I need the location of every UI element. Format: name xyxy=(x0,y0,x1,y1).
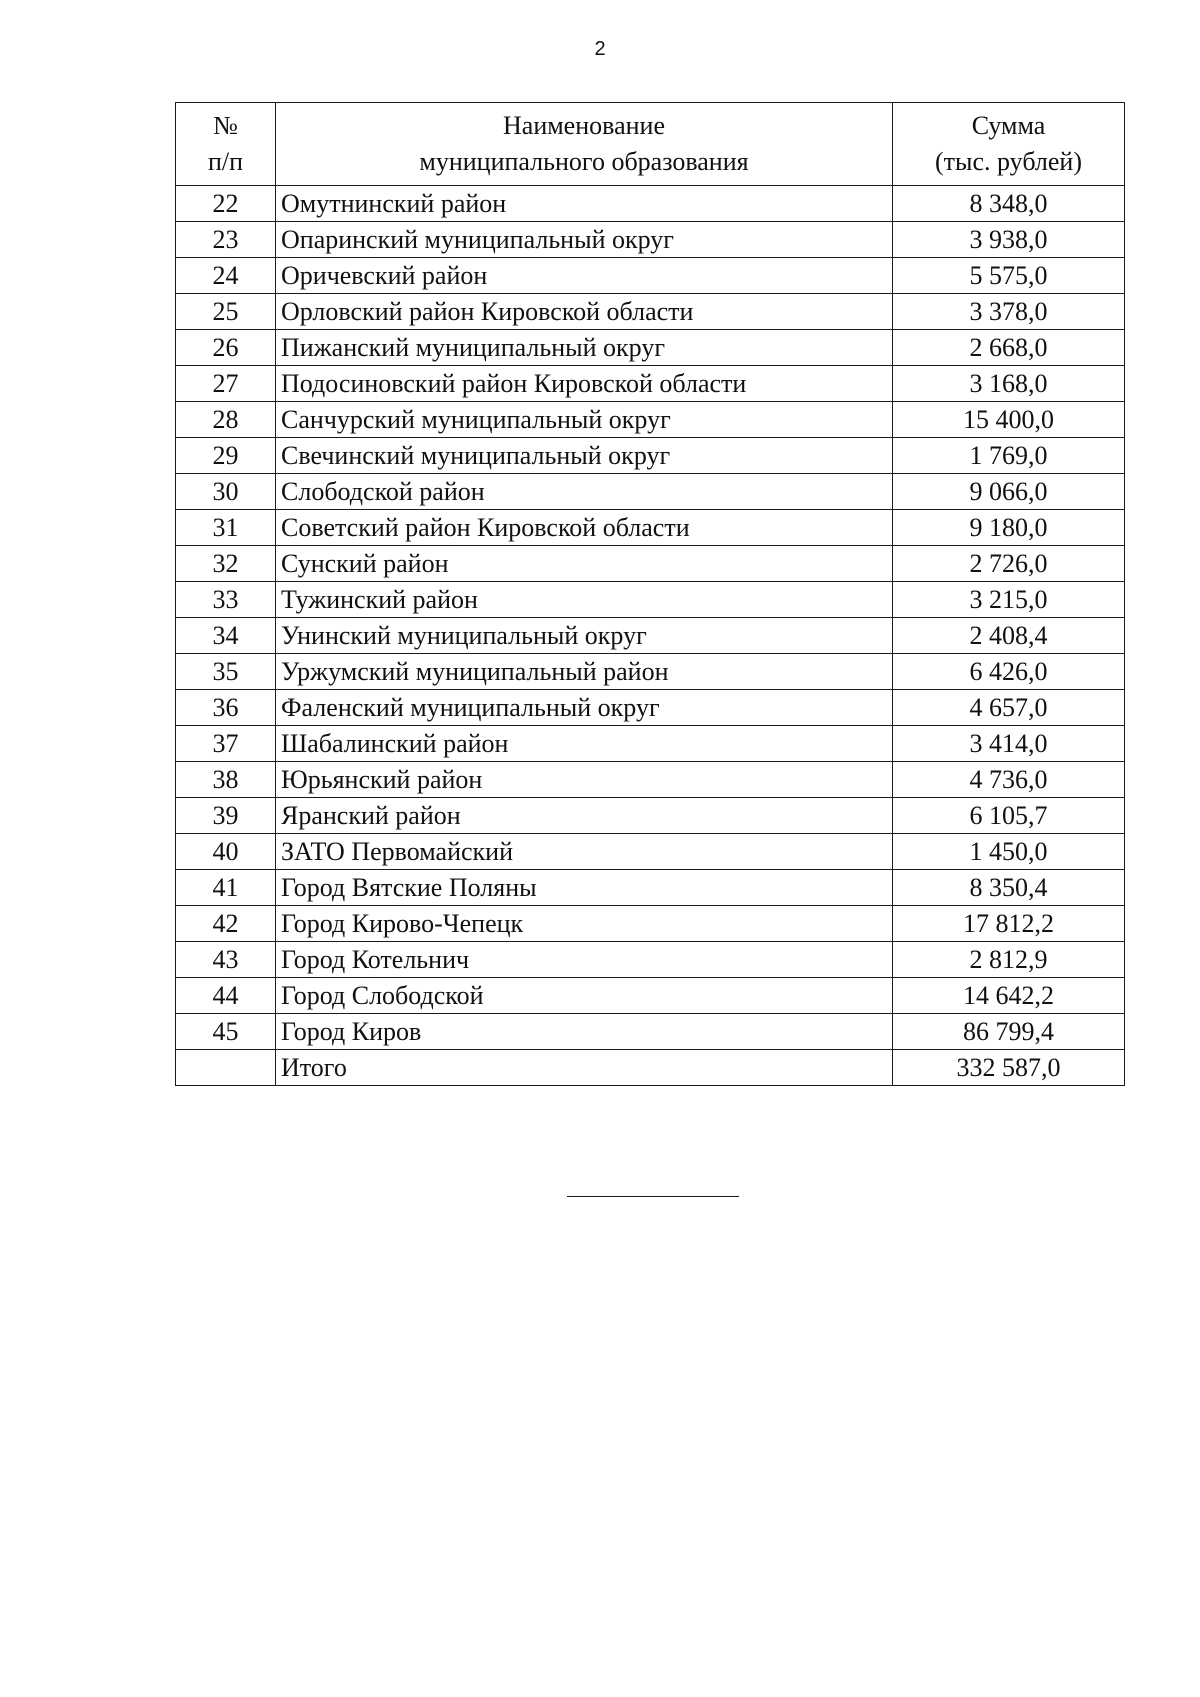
row-number: 24 xyxy=(176,258,276,294)
amount: 15 400,0 xyxy=(893,402,1125,438)
municipality-name: Опаринский муниципальный округ xyxy=(276,222,893,258)
table-row xyxy=(176,366,1125,402)
municipality-name: Итого xyxy=(276,1050,893,1086)
table-row xyxy=(176,582,1125,618)
amount: 2 668,0 xyxy=(893,330,1125,366)
municipality-name: Город Кирово-Чепецк xyxy=(276,906,893,942)
header-name-line-2: муниципального образования xyxy=(419,147,749,176)
table-row xyxy=(176,978,1125,1014)
row-number: 32 xyxy=(176,546,276,582)
table-row xyxy=(176,294,1125,330)
row-number: 25 xyxy=(176,294,276,330)
row-number: 34 xyxy=(176,618,276,654)
row-number: 44 xyxy=(176,978,276,1014)
municipality-name: Город Вятские Поляны xyxy=(276,870,893,906)
row-number: 30 xyxy=(176,474,276,510)
row-number: 36 xyxy=(176,690,276,726)
header-sum xyxy=(893,103,1125,186)
row-number: 29 xyxy=(176,438,276,474)
row-number: 45 xyxy=(176,1014,276,1050)
amount: 6 105,7 xyxy=(893,798,1125,834)
amount: 9 066,0 xyxy=(893,474,1125,510)
row-number: 28 xyxy=(176,402,276,438)
amount: 4 736,0 xyxy=(893,762,1125,798)
municipality-name: Унинский муниципальный округ xyxy=(276,618,893,654)
table-row xyxy=(176,438,1125,474)
municipality-name: Яранский район xyxy=(276,798,893,834)
row-number: 33 xyxy=(176,582,276,618)
municipality-name: Орловский район Кировской области xyxy=(276,294,893,330)
municipality-name: Город Слободской xyxy=(276,978,893,1014)
amount: 3 215,0 xyxy=(893,582,1125,618)
row-number: 39 xyxy=(176,798,276,834)
end-divider xyxy=(567,1196,739,1197)
amount: 2 812,9 xyxy=(893,942,1125,978)
table-row xyxy=(176,474,1125,510)
amount: 2 408,4 xyxy=(893,618,1125,654)
amount: 2 726,0 xyxy=(893,546,1125,582)
municipality-name: Шабалинский район xyxy=(276,726,893,762)
municipality-name: Подосиновский район Кировской области xyxy=(276,366,893,402)
amount: 8 348,0 xyxy=(893,186,1125,222)
table-row xyxy=(176,1014,1125,1050)
row-number xyxy=(176,1050,276,1086)
row-number: 23 xyxy=(176,222,276,258)
amount: 5 575,0 xyxy=(893,258,1125,294)
table-row xyxy=(176,546,1125,582)
header-number-line-1: № xyxy=(213,111,238,140)
header-number-line-2: п/п xyxy=(207,147,244,176)
header-sum-line-2: (тыс. рублей) xyxy=(934,147,1082,176)
municipality-name: Юрьянский район xyxy=(276,762,893,798)
row-number: 37 xyxy=(176,726,276,762)
municipality-name: Уржумский муниципальный район xyxy=(276,654,893,690)
table-row xyxy=(176,222,1125,258)
table-row xyxy=(176,510,1125,546)
amount: 6 426,0 xyxy=(893,654,1125,690)
total-row xyxy=(176,1050,1125,1086)
row-number: 40 xyxy=(176,834,276,870)
header-sum-line-1: Сумма xyxy=(971,111,1046,140)
table-row xyxy=(176,654,1125,690)
amount: 14 642,2 xyxy=(893,978,1125,1014)
row-number: 22 xyxy=(176,186,276,222)
table-row xyxy=(176,798,1125,834)
municipality-name: Омутнинский район xyxy=(276,186,893,222)
table-row xyxy=(176,942,1125,978)
municipality-name: Тужинский район xyxy=(276,582,893,618)
table-row xyxy=(176,690,1125,726)
municipality-name: Оричевский район xyxy=(276,258,893,294)
table-row xyxy=(176,618,1125,654)
header-name xyxy=(276,103,893,186)
municipality-name: ЗАТО Первомайский xyxy=(276,834,893,870)
amount: 1 450,0 xyxy=(893,834,1125,870)
table-row xyxy=(176,402,1125,438)
row-number: 38 xyxy=(176,762,276,798)
row-number: 35 xyxy=(176,654,276,690)
table-row xyxy=(176,258,1125,294)
row-number: 31 xyxy=(176,510,276,546)
municipality-name: Свечинский муниципальный округ xyxy=(276,438,893,474)
amount: 3 938,0 xyxy=(893,222,1125,258)
amount: 3 168,0 xyxy=(893,366,1125,402)
allocation-table xyxy=(175,102,1125,1086)
table-row xyxy=(176,330,1125,366)
row-number: 42 xyxy=(176,906,276,942)
amount: 4 657,0 xyxy=(893,690,1125,726)
row-number: 27 xyxy=(176,366,276,402)
row-number: 26 xyxy=(176,330,276,366)
table-header-row xyxy=(176,103,1125,186)
amount: 3 378,0 xyxy=(893,294,1125,330)
table-row xyxy=(176,762,1125,798)
municipality-name: Советский район Кировской области xyxy=(276,510,893,546)
municipality-name: Фаленский муниципальный округ xyxy=(276,690,893,726)
row-number: 41 xyxy=(176,870,276,906)
municipality-name: Сунский район xyxy=(276,546,893,582)
municipality-name: Пижанский муниципальный округ xyxy=(276,330,893,366)
page-number: 2 xyxy=(594,38,606,60)
amount: 332 587,0 xyxy=(893,1050,1125,1086)
amount: 8 350,4 xyxy=(893,870,1125,906)
municipality-name: Слободской район xyxy=(276,474,893,510)
municipality-name: Город Киров xyxy=(276,1014,893,1050)
row-number: 43 xyxy=(176,942,276,978)
table-row xyxy=(176,186,1125,222)
table-row xyxy=(176,870,1125,906)
amount: 3 414,0 xyxy=(893,726,1125,762)
amount: 9 180,0 xyxy=(893,510,1125,546)
table-row xyxy=(176,726,1125,762)
header-name-line-1: Наименование xyxy=(503,111,665,140)
municipality-name: Город Котельнич xyxy=(276,942,893,978)
municipality-name: Санчурский муниципальный округ xyxy=(276,402,893,438)
table-body xyxy=(176,186,1125,1086)
amount: 86 799,4 xyxy=(893,1014,1125,1050)
amount: 1 769,0 xyxy=(893,438,1125,474)
amount: 17 812,2 xyxy=(893,906,1125,942)
table-row xyxy=(176,906,1125,942)
header-number xyxy=(176,103,276,186)
table-row xyxy=(176,834,1125,870)
